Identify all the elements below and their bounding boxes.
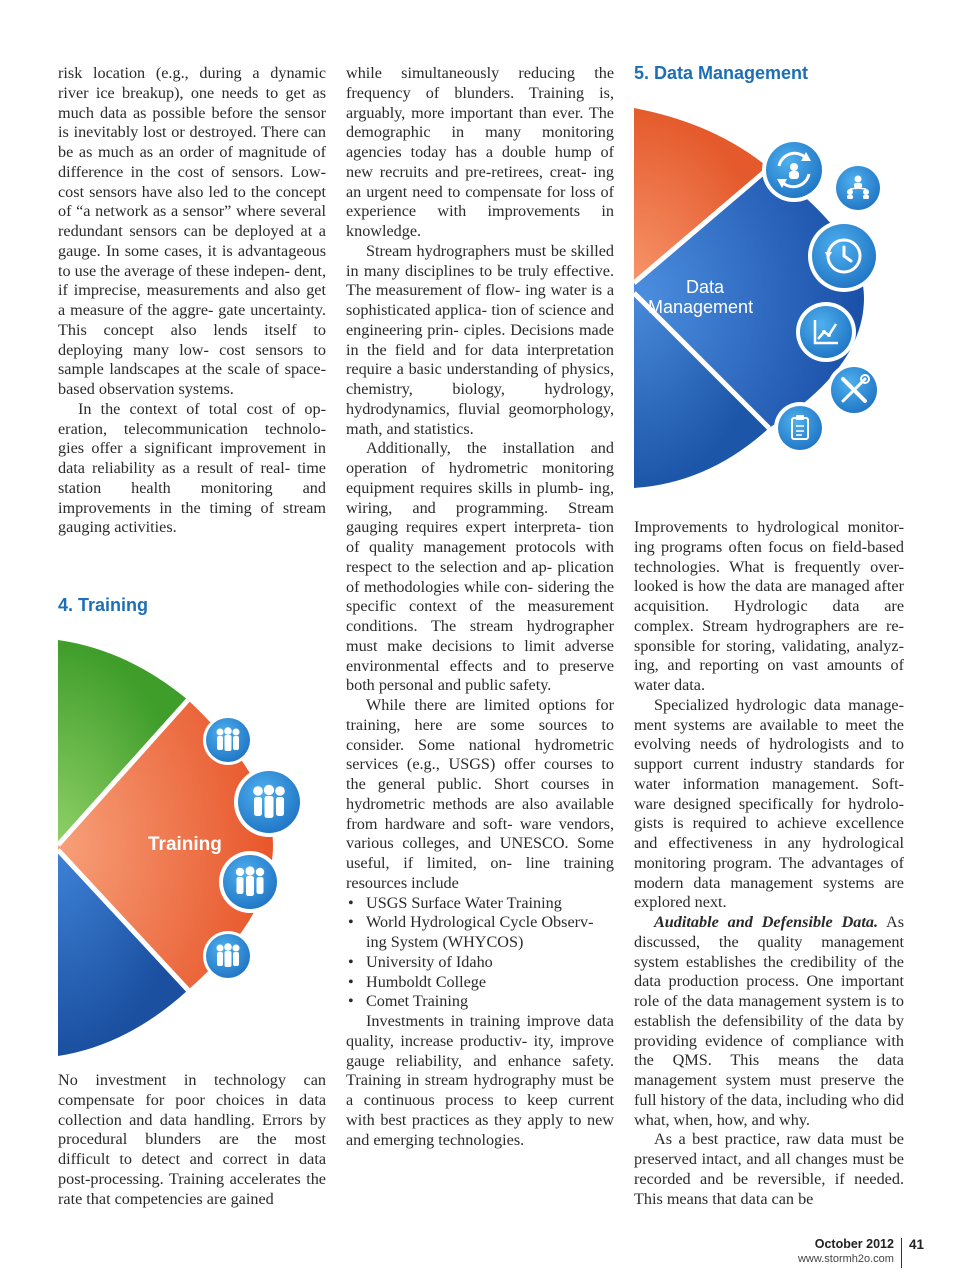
paragraph-training: No investment in technology can compensate for poor choices in data collection and data handling. Errors by procedural blunders are the most difficult to detect and correct in data post-processing. Training accelerates the rate that competencies are gained: [58, 1071, 326, 1208]
clipboard-icon: [774, 402, 826, 454]
paragraph-installation: Additionally, the installation and operation of hydrometric monitoring equipment requires skills in plumb- ing, wiring, and programming. Stream gauging requires expert interpreta- tion of quality management protocols with respect to the selection and ap- plication of methodologies while con- sidering the specific context of the measurement conditions. The stream hydrographer must make decisions to limit adverse environmental effects and to preserve both personal and public safety.: [346, 439, 614, 695]
list-item: • USGS Surface Water Training: [346, 894, 614, 914]
website-url: www.stormh2o.com: [797, 1253, 894, 1265]
footer-meta: [798, 1236, 894, 1266]
training-resources-list: [346, 894, 614, 1013]
column-2: [346, 64, 614, 1150]
auditable-text: As discussed, the quality management system establishes the credibility of the data production process. One important role of the data management system is to establish the defensibility of the data by providing evidence of compliance with the QMS. This means the data management system must preserve the full history of the data, including who did what, when, how, and why.: [634, 913, 904, 1129]
paragraph-risk-location: risk location (e.g., during a dynamic river ice breakup), one needs to get as much data as possible before the sensor is inevitably lost or destroyed. There can be as much as an order of magnitude of difference in the cost of sensors. Low-cost sensors have also led to the concept of “a network as a sensor” where several redundant sensors can be deployed at a gauge. In some cases, it is advantageous to use the average of these indepen- dent, if imprecise, measurements and also get a measure of the aggre- gate uncertainty. This concept also lends itself to deploying many low- cost sensors to sample landscapes at the scale of space-based observation systems.: [58, 64, 326, 398]
people-group-icon: [234, 767, 304, 837]
data-management-figure: [634, 98, 904, 510]
paragraph-best-practice: As a best practice, raw data must be preserved intact, and all changes must be recorded and be reversible, if needed. This means that data can be: [634, 1130, 904, 1208]
paragraph-skilled: Stream hydrographers must be skilled in many disciplines to be truly effective. The measurement of flow- ing water is a sophisticated applica- tion of science and engineering prin- ciples. Decisions made in the field and for data interpretation require a basic understanding of physics, chemistry, biology, hydrology, hydrodynamics, fluvial geomorphology, math, and statistics.: [346, 241, 614, 438]
page-footer: [798, 1236, 924, 1268]
tools-icon: [827, 363, 881, 417]
paragraph-improvements: Improvements to hydrological monitor- ing programs often focus on field-based technologies. What is frequently over- looked is how the data are managed after acquisition. Hydrologic data are complex. Stream hydrographers are re- sponsible for storing, validating, analyz- ing, and reporting on vast amounts of water data.: [634, 518, 904, 694]
training-diagram: [58, 640, 326, 1056]
section-4-heading-wrap: [58, 594, 326, 616]
auditable-lead: Auditable and Defensible Data.: [654, 913, 879, 931]
paragraph-telecommunication: In the context of total cost of op- eration, telecommunication technolo- gies offer a significant improvement in data reliability as a result of real- time station health monitoring and improvements in the timing of stream gauging activities.: [58, 399, 326, 537]
data-management-diagram: [634, 98, 904, 510]
org-chart-icon: [832, 162, 884, 214]
issue-date: October 2012: [814, 1237, 894, 1251]
paragraph-investments: Investments in training improve data quality, increase productiv- ity, improve gauge reliability, and enhance safety. Training in stream hydrography must be a continuous process to keep current with best practices as they apply to new and emerging technologies.: [346, 1012, 614, 1149]
paragraph-specialized: Specialized hydrologic data manage- ment systems are available to meet the evolving needs of hydrologists and to support current industry standards for water information management. Soft- ware designed specifically for hydrolo- gists is required to achieve excellence and effectiveness in any hydrological monitoring program. The advantages of modern data management systems are explored next.: [634, 695, 904, 912]
page-number: 41: [908, 1237, 924, 1252]
chart-trend-icon: [796, 302, 856, 362]
list-item: • World Hydrological Cycle Observ- ing System (WHYCOS): [346, 913, 614, 953]
section-5-heading-wrap: [634, 62, 904, 84]
list-item: • University of Idaho: [346, 953, 614, 973]
column-1: [58, 64, 326, 538]
column-1-lower: [58, 1071, 326, 1209]
history-clock-icon: [808, 220, 880, 292]
data-management-label-line1: Data: [686, 277, 725, 297]
paragraph-auditable: [634, 913, 904, 1130]
column-3: [634, 518, 904, 1209]
section-4-heading: 4. Training: [58, 595, 149, 615]
list-item: • Comet Training: [346, 992, 614, 1012]
training-figure: [58, 640, 326, 1056]
people-group-icon: [219, 851, 281, 913]
paragraph-options: While there are limited options for training, here are some sources to consider. Some national hydrometric services (e.g., USGS) offer courses to the general public. Short courses in hydrometric methods are also available from hardware and soft- ware vendors, various colleges, and UNESCO. Some useful, if limited, on- line training resources include: [346, 696, 614, 892]
training-label: Training: [148, 834, 222, 855]
footer-divider: [901, 1238, 902, 1268]
section-5-heading: 5. Data Management: [634, 63, 809, 83]
sync-people-icon: [762, 138, 826, 202]
paragraph-blunders: while simultaneously reducing the frequency of blunders. Training is, arguably, more important than ever. The demographic in many monitoring agencies today has a double hump of new recruits and pre-retirees, creat- ing an urgent need to compensate for loss of experience with improvements in knowledge.: [346, 64, 614, 240]
people-group-icon: [203, 931, 253, 981]
people-group-icon: [203, 715, 253, 765]
list-item: • Humboldt College: [346, 973, 614, 993]
data-management-label-line2: Management: [648, 297, 754, 317]
